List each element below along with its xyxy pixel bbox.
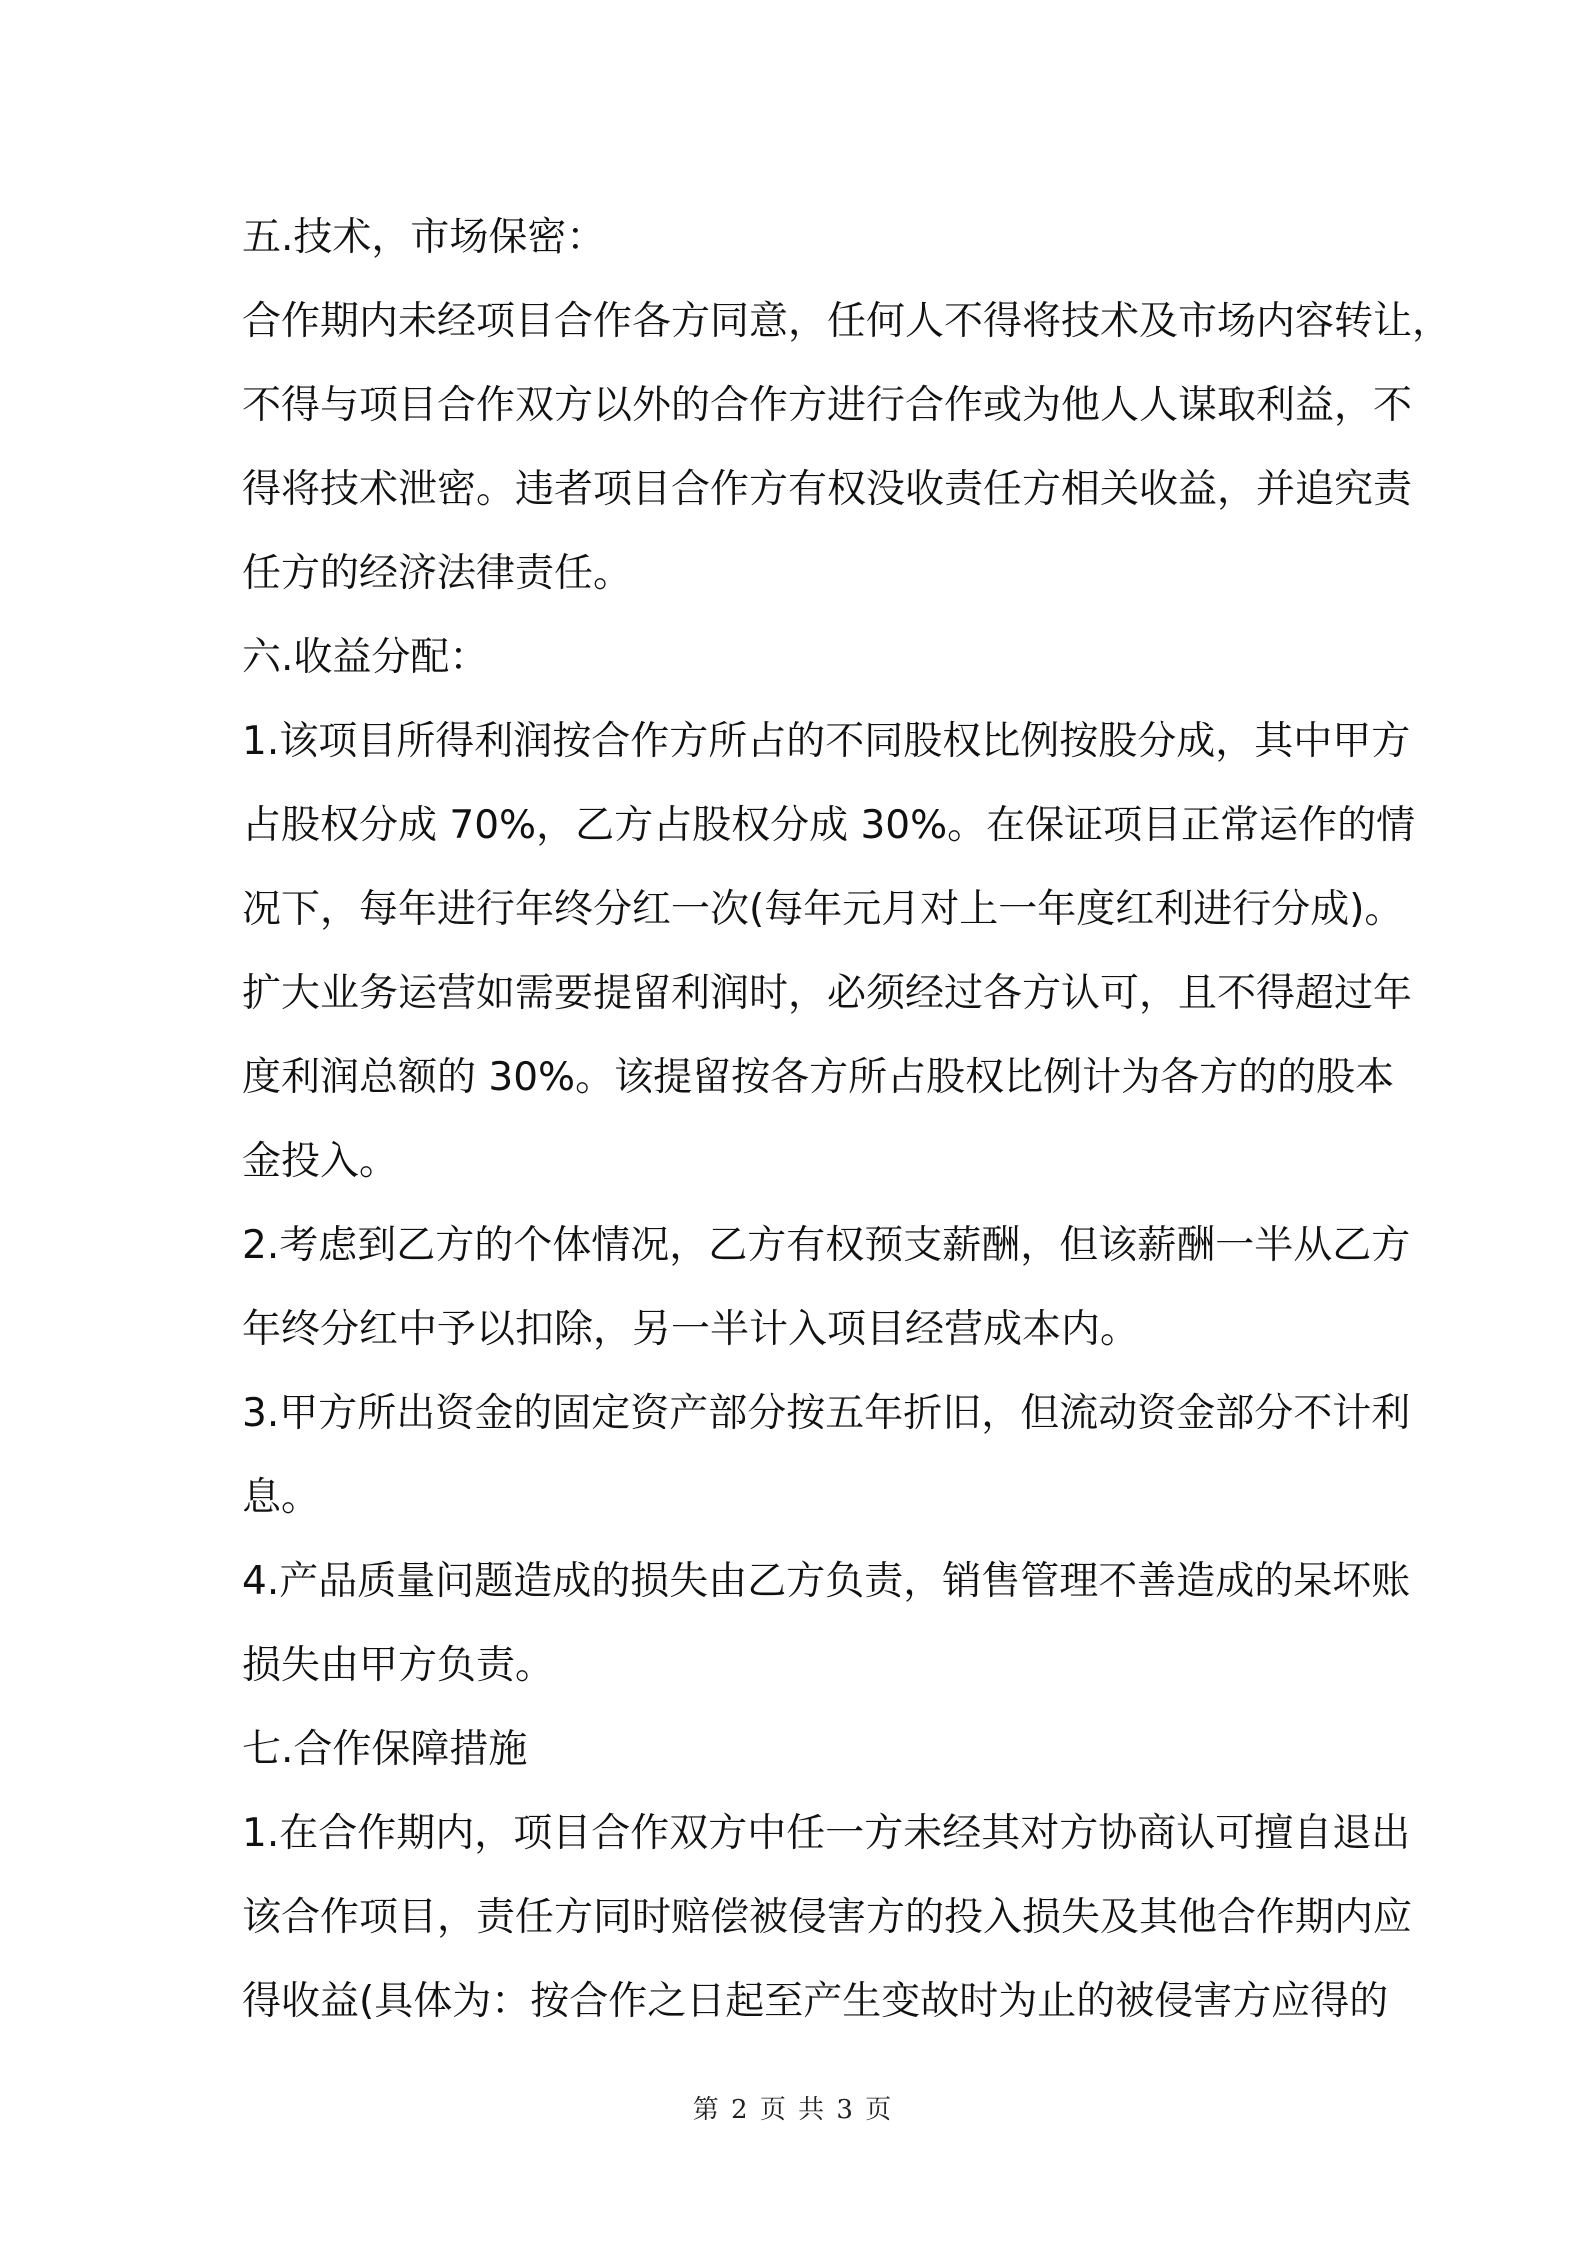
paragraph-line: 2.考虑到乙方的个体情况，乙方有权预支薪酬，但该薪酬一半从乙方: [242, 1223, 1411, 1268]
paragraph-line: 1.该项目所得利润按合作方所占的不同股权比例按股分成，其中甲方: [242, 719, 1411, 764]
document-body: [242, 196, 1452, 2044]
paragraph-line: 息。: [242, 1475, 321, 1520]
paragraph-line: 任方的经济法律责任。: [242, 551, 633, 596]
paragraph-line: 金投入。: [242, 1139, 399, 1184]
paragraph-line: 扩大业务运营如需要提留利润时，必须经过各方认可，且不得超过年: [242, 971, 1413, 1016]
section-heading: 七.合作保障措施: [242, 1727, 528, 1772]
paragraph-line: 度利润总额的 30%。该提留按各方所占股权比例计为各方的的股本: [242, 1055, 1395, 1100]
paragraph-line: 1.在合作期内，项目合作双方中任一方未经其对方协商认可擅自退出: [242, 1811, 1411, 1856]
section-heading: 五.技术，市场保密：: [242, 215, 606, 260]
paragraph-line: 况下，每年进行年终分红一次(每年元月对上一年度红利进行分成)。: [242, 887, 1404, 932]
paragraph-line: 4.产品质量问题造成的损失由乙方负责，销售管理不善造成的呆坏账: [242, 1559, 1411, 1604]
paragraph-line: 3.甲方所出资金的固定资产部分按五年折旧，但流动资金部分不计利: [242, 1391, 1411, 1436]
paragraph-line: 损失由甲方负责。: [242, 1643, 555, 1688]
page-number-footer: 第 2 页 共 3 页: [692, 2095, 894, 2125]
paragraph-line: 该合作项目，责任方同时赔偿被侵害方的投入损失及其他合作期内应: [242, 1895, 1413, 1940]
section-heading: 六.收益分配：: [242, 635, 489, 680]
paragraph-line: 占股权分成 70%，乙方占股权分成 30%。在保证项目正常运作的情: [242, 803, 1416, 848]
paragraph-line: 年终分红中予以扣除，另一半计入项目经营成本内。: [242, 1307, 1140, 1352]
paragraph-line: 不得与项目合作双方以外的合作方进行合作或为他人人谋取利益，不: [242, 383, 1413, 428]
paragraph-line: 得将技术泄密。违者项目合作方有权没收责任方相关收益，并追究责: [242, 467, 1413, 512]
paragraph-line: 得收益(具体为：按合作之日起至产生变故时为止的被侵害方应得的: [242, 1979, 1389, 2024]
paragraph-line: 合作期内未经项目合作各方同意，任何人不得将技术及市场内容转让，: [242, 299, 1452, 344]
